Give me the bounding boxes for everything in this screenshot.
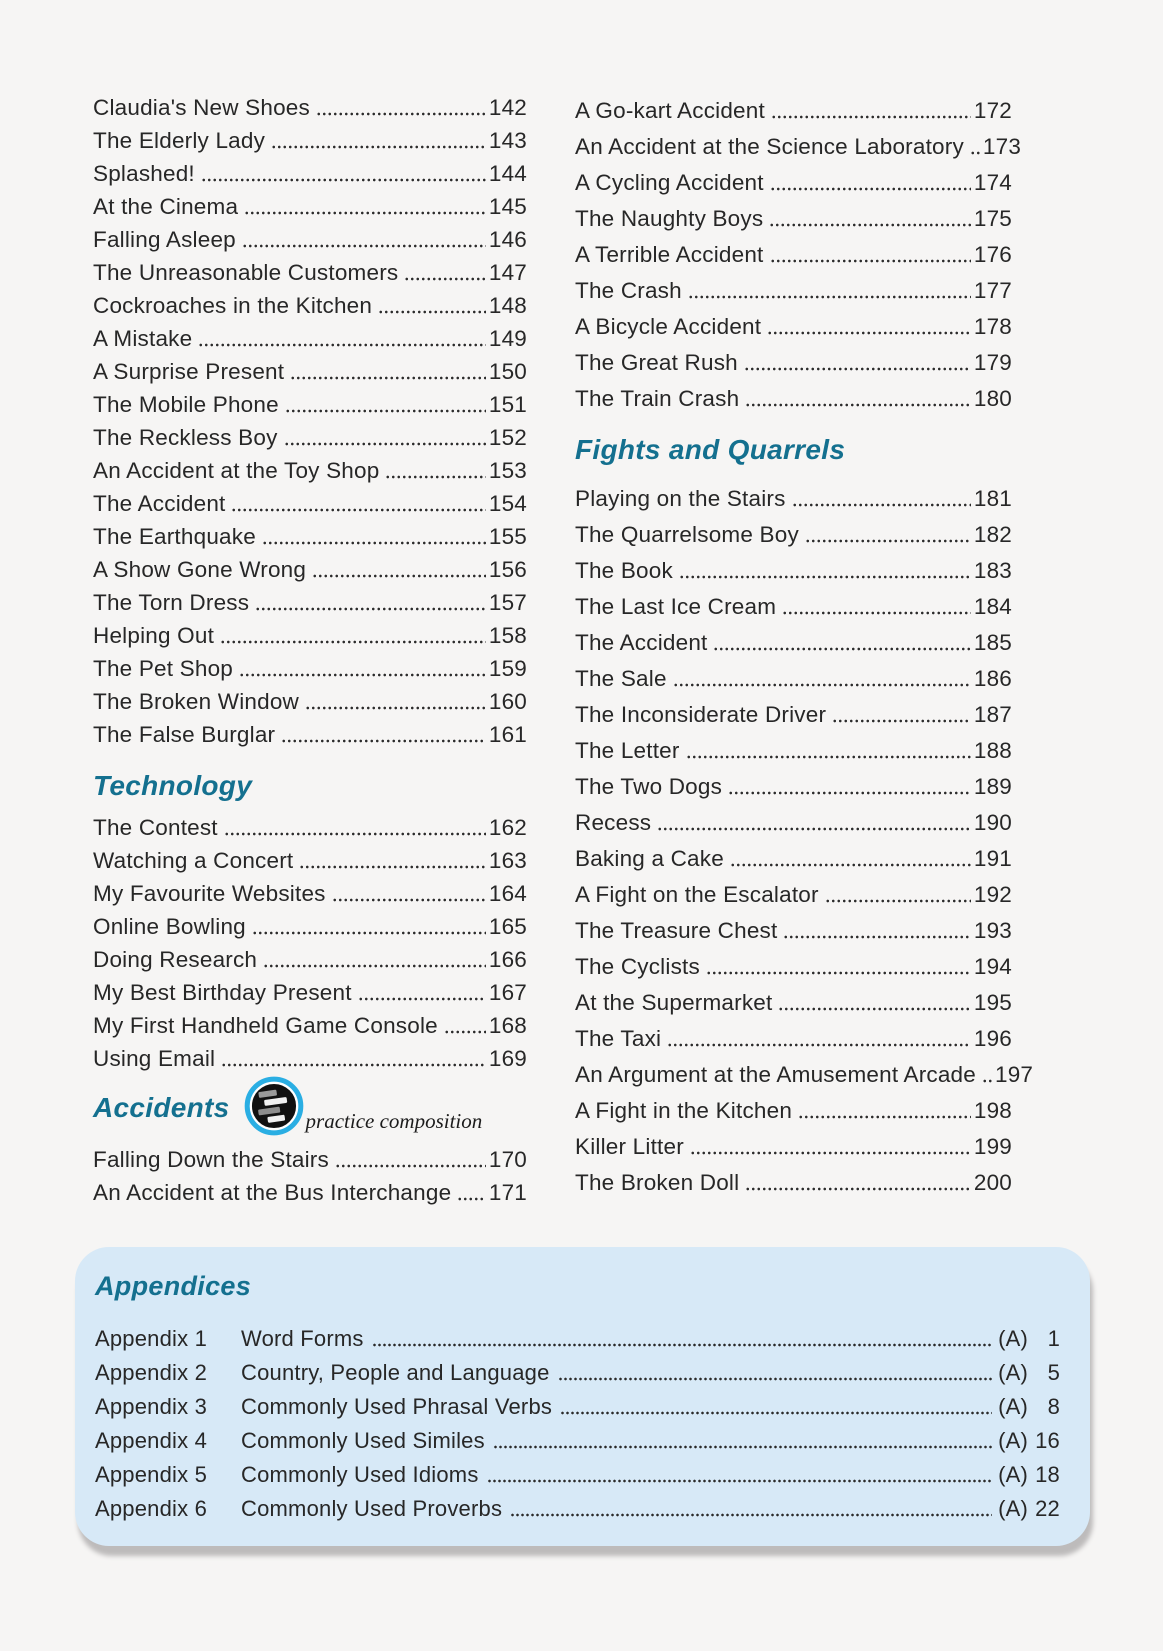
toc-entry (575, 728, 1012, 764)
entry-title: The Taxi (575, 1026, 662, 1051)
toc-entry (575, 124, 1022, 160)
entry-page-number: 148 (488, 293, 527, 318)
toc-entry (93, 874, 527, 907)
dot-leader (792, 503, 971, 507)
toc-entry (575, 476, 1012, 512)
entry-title: Falling Down the Stairs (93, 1147, 329, 1172)
entry-title: A Go-kart Accident (575, 98, 765, 123)
toc-entry (93, 973, 527, 1006)
dot-leader (825, 899, 971, 903)
entry-title: An Accident at the Toy Shop (93, 458, 380, 483)
toc-entry (93, 1006, 527, 1039)
entry-page-number: 184 (973, 594, 1012, 619)
dot-leader (558, 1377, 993, 1381)
entry-title: The Crash (575, 278, 682, 303)
appendix-page-number: 18 (1035, 1462, 1060, 1487)
toc-entry (93, 583, 527, 616)
toc-entry (575, 656, 1012, 692)
entry-title: A Show Gone Wrong (93, 557, 307, 582)
toc-entry (575, 872, 1012, 908)
entry-page-number: 173 (982, 134, 1022, 159)
appendix-page-number: 1 (1047, 1326, 1060, 1351)
dot-leader (457, 1197, 486, 1201)
section-heading-fights-and-quarrels (575, 428, 1012, 466)
toc-entry (575, 836, 1012, 872)
entry-title: The Quarrelsome Boy (575, 522, 799, 547)
dot-leader (686, 755, 971, 759)
entry-page-number: 162 (488, 815, 527, 840)
entry-title: At the Cinema (93, 194, 239, 219)
entry-page-number: 183 (973, 558, 1012, 583)
entry-page-number: 192 (973, 882, 1012, 907)
entry-title: Online Bowling (93, 914, 246, 939)
entry-title: Doing Research (93, 947, 258, 972)
appendix-page-prefix: (A) (998, 1326, 1028, 1351)
dot-leader (281, 739, 486, 743)
appendix-page-prefix: (A) (998, 1462, 1028, 1487)
dot-leader (770, 259, 971, 263)
entry-title: At the Supermarket (575, 990, 773, 1015)
entry-title: Killer Litter (575, 1134, 684, 1159)
dot-leader (745, 1187, 971, 1191)
dot-leader (335, 1164, 486, 1168)
dot-leader (745, 403, 971, 407)
appendix-page-number: 8 (1047, 1394, 1060, 1419)
entry-page-number: 156 (488, 557, 527, 582)
dot-leader (224, 832, 486, 836)
toc-entry (575, 692, 1012, 728)
entry-title: The Letter (575, 738, 680, 763)
entry-title: My Favourite Websites (93, 881, 326, 906)
practice-composition-badge-icon (244, 1076, 304, 1141)
toc-entry (575, 944, 1012, 980)
dot-leader (285, 409, 486, 413)
entry-page-number: 181 (973, 486, 1012, 511)
appendix-label: Appendix 4 (95, 1428, 208, 1453)
appendices-panel (75, 1247, 1090, 1546)
toc-columns (93, 88, 1045, 1206)
entry-title: The Accident (575, 630, 708, 655)
appendix-page-number: 5 (1047, 1360, 1060, 1385)
dot-leader (713, 647, 970, 651)
entry-title: The Broken Window (93, 689, 299, 714)
toc-entry (93, 286, 527, 319)
entry-page-number: 177 (973, 278, 1012, 303)
entry-title: A Mistake (93, 326, 193, 351)
entry-page-number: 163 (488, 848, 527, 873)
entry-page-number: 154 (488, 491, 527, 516)
entry-page-number: 143 (488, 128, 527, 153)
entry-page-number: 196 (973, 1026, 1012, 1051)
toc-entry (93, 907, 527, 940)
entry-page-number: 166 (488, 947, 527, 972)
toc-entry (93, 253, 527, 286)
dot-leader (271, 145, 486, 149)
dot-leader (252, 931, 486, 935)
entry-page-number: 179 (973, 350, 1012, 375)
entry-page-number: 180 (973, 386, 1012, 411)
entry-page-number: 172 (973, 98, 1012, 123)
toc-entry (575, 1016, 1012, 1052)
entry-page-number: 197 (994, 1062, 1034, 1087)
dot-leader (244, 211, 486, 215)
dot-leader (312, 574, 486, 578)
entry-title: The Great Rush (575, 350, 738, 375)
entry-title: The Book (575, 558, 673, 583)
entry-title: A Bicycle Accident (575, 314, 762, 339)
appendix-page-prefix: (A) (998, 1394, 1028, 1419)
dot-leader (805, 539, 971, 543)
toc-entry (93, 715, 527, 748)
dot-leader (657, 827, 971, 831)
entry-page-number: 200 (973, 1170, 1012, 1195)
entry-page-number: 151 (488, 392, 527, 417)
toc-entry (93, 940, 527, 973)
section-heading-label: Fights and Quarrels (575, 434, 846, 465)
entry-title: The Two Dogs (575, 774, 723, 799)
dot-leader (778, 1007, 970, 1011)
appendix-page-prefix: (A) (998, 1428, 1028, 1453)
entry-title: The Inconsiderate Driver (575, 702, 827, 727)
dot-leader (690, 1151, 971, 1155)
entry-title: The Earthquake (93, 524, 256, 549)
dot-leader (255, 607, 486, 611)
entry-title: The Accident (93, 491, 226, 516)
toc-entry (93, 418, 527, 451)
dot-leader (730, 863, 971, 867)
toc-entry (575, 584, 1012, 620)
entry-title: Cockroaches in the Kitchen (93, 293, 373, 318)
appendix-row (95, 1488, 1060, 1522)
toc-entry (93, 550, 527, 583)
entry-page-number: 182 (973, 522, 1012, 547)
toc-entry (93, 1173, 527, 1206)
dot-leader (358, 997, 486, 1001)
entry-page-number: 194 (973, 954, 1012, 979)
entry-page-number: 142 (488, 95, 527, 120)
toc-entry (93, 682, 527, 715)
dot-leader (242, 244, 486, 248)
toc-entry (93, 808, 527, 841)
toc-entry (575, 196, 1012, 232)
appendix-label: Appendix 6 (95, 1496, 208, 1521)
dot-leader (560, 1411, 992, 1415)
dot-leader (706, 971, 971, 975)
entry-title: The Train Crash (575, 386, 740, 411)
entry-title: The Pet Shop (93, 656, 233, 681)
entry-page-number: 146 (488, 227, 527, 252)
entry-title: Splashed! (93, 161, 195, 186)
toc-entry (93, 1140, 527, 1173)
entry-title: The Last Ice Cream (575, 594, 777, 619)
appendix-row (95, 1386, 1060, 1420)
appendix-row (95, 1318, 1060, 1352)
toc-entry (575, 376, 1012, 412)
toc-entry (575, 304, 1012, 340)
dot-leader (783, 935, 970, 939)
dot-leader (679, 575, 971, 579)
appendices-title: Appendices (95, 1271, 252, 1301)
dot-leader (404, 277, 486, 281)
entry-page-number: 190 (973, 810, 1012, 835)
toc-entry (575, 340, 1012, 376)
entry-page-number: 188 (973, 738, 1012, 763)
entry-page-number: 171 (488, 1180, 527, 1205)
dot-leader (493, 1445, 992, 1449)
toc-entry (93, 319, 527, 352)
dot-leader (385, 475, 485, 479)
toc-entry (93, 1039, 527, 1072)
toc-entry (93, 352, 527, 385)
toc-entry (575, 88, 1012, 124)
appendix-page-number: 16 (1035, 1428, 1060, 1453)
entry-title: The Mobile Phone (93, 392, 279, 417)
entry-title: The Contest (93, 815, 218, 840)
appendix-title: Word Forms (241, 1326, 364, 1351)
dot-leader (220, 640, 486, 644)
entry-page-number: 185 (973, 630, 1012, 655)
dot-leader (316, 112, 486, 116)
toc-entry (575, 160, 1012, 196)
entry-title: The False Burglar (93, 722, 276, 747)
toc-entry (93, 451, 527, 484)
entry-page-number: 168 (488, 1013, 527, 1038)
entry-title: Baking a Cake (575, 846, 724, 871)
dot-leader (239, 673, 486, 677)
entry-page-number: 198 (973, 1098, 1012, 1123)
toc-entry (93, 187, 527, 220)
toc-entry (93, 616, 527, 649)
entry-page-number: 157 (488, 590, 527, 615)
entry-title: The Broken Doll (575, 1170, 740, 1195)
appendix-title: Commonly Used Idioms (241, 1462, 479, 1487)
toc-entry (93, 484, 527, 517)
entry-title: Claudia's New Shoes (93, 95, 310, 120)
toc-entry (93, 121, 527, 154)
entry-page-number: 174 (973, 170, 1012, 195)
entry-page-number: 186 (973, 666, 1012, 691)
dot-leader (299, 865, 486, 869)
dot-leader (378, 310, 486, 314)
entry-page-number: 170 (488, 1147, 527, 1172)
appendix-title: Commonly Used Similes (241, 1428, 485, 1453)
dot-leader (728, 791, 971, 795)
dot-leader (487, 1479, 993, 1483)
entry-title: The Sale (575, 666, 667, 691)
entry-title: A Fight on the Escalator (575, 882, 819, 907)
appendices-rows (95, 1318, 1060, 1522)
toc-entry (575, 512, 1012, 548)
entry-page-number: 167 (488, 980, 527, 1005)
entry-page-number: 187 (973, 702, 1012, 727)
appendix-label: Appendix 3 (95, 1394, 208, 1419)
appendix-row (95, 1454, 1060, 1488)
dot-leader (832, 719, 971, 723)
entry-page-number: 160 (488, 689, 527, 714)
toc-entry (93, 649, 527, 682)
dot-leader (770, 187, 971, 191)
appendix-page-prefix: (A) (998, 1496, 1028, 1521)
entry-page-number: 175 (973, 206, 1012, 231)
entry-title: A Terrible Accident (575, 242, 764, 267)
practice-composition-note: practice composition (305, 1109, 483, 1133)
toc-column-left (93, 88, 527, 1206)
entry-title: The Reckless Boy (93, 425, 278, 450)
toc-entry (575, 1124, 1012, 1160)
dot-leader (332, 898, 486, 902)
entry-title: The Torn Dress (93, 590, 250, 615)
dot-leader (798, 1115, 971, 1119)
dot-leader (767, 331, 971, 335)
entry-page-number: 147 (488, 260, 527, 285)
appendix-label: Appendix 5 (95, 1462, 208, 1487)
section-heading-accidents (93, 1076, 527, 1140)
toc-entry (575, 764, 1012, 800)
entry-page-number: 152 (488, 425, 527, 450)
entry-page-number: 153 (488, 458, 527, 483)
entry-title: My Best Birthday Present (93, 980, 352, 1005)
entry-title: An Accident at the Science Laboratory (575, 134, 964, 159)
entry-title: The Unreasonable Customers (93, 260, 399, 285)
appendix-row (95, 1352, 1060, 1386)
entry-page-number: 193 (973, 918, 1012, 943)
toc-entry (93, 385, 527, 418)
appendix-page-number: 22 (1035, 1496, 1060, 1521)
entry-page-number: 145 (488, 194, 527, 219)
toc-entry (575, 1088, 1012, 1124)
entry-page-number: 169 (488, 1046, 527, 1071)
section-heading-label: Technology (93, 770, 253, 801)
dot-leader (263, 964, 486, 968)
entry-page-number: 195 (973, 990, 1012, 1015)
dot-leader (284, 442, 486, 446)
dot-leader (970, 151, 980, 155)
entry-page-number: 191 (973, 846, 1012, 871)
entry-title: The Elderly Lady (93, 128, 266, 153)
dot-leader (231, 508, 485, 512)
entry-page-number: 150 (488, 359, 527, 384)
toc-entry (575, 268, 1012, 304)
dot-leader (444, 1030, 486, 1034)
entry-title: Falling Asleep (93, 227, 236, 252)
entry-title: Helping Out (93, 623, 215, 648)
entry-page-number: 165 (488, 914, 527, 939)
entry-page-number: 144 (488, 161, 527, 186)
dot-leader (771, 115, 971, 119)
appendix-title: Commonly Used Phrasal Verbs (241, 1394, 553, 1419)
toc-entry (93, 517, 527, 550)
appendix-page-prefix: (A) (998, 1360, 1028, 1385)
entry-title: Playing on the Stairs (575, 486, 786, 511)
toc-entry (93, 88, 527, 121)
dot-leader (982, 1079, 992, 1083)
toc-entry (93, 154, 527, 187)
toc-column-right (575, 88, 1034, 1206)
entry-page-number: 164 (488, 881, 527, 906)
entry-title: Using Email (93, 1046, 216, 1071)
entry-title: A Fight in the Kitchen (575, 1098, 793, 1123)
dot-leader (673, 683, 971, 687)
entry-page-number: 161 (488, 722, 527, 747)
dot-leader (262, 541, 486, 545)
entry-title: The Treasure Chest (575, 918, 778, 943)
entry-title: A Surprise Present (93, 359, 285, 384)
section-heading-label: Accidents (93, 1092, 230, 1123)
dot-leader (201, 178, 486, 182)
toc-entry (575, 232, 1012, 268)
appendix-row (95, 1420, 1060, 1454)
dot-leader (769, 223, 971, 227)
appendix-title: Commonly Used Proverbs (241, 1496, 503, 1521)
entry-page-number: 158 (488, 623, 527, 648)
toc-entry (575, 980, 1012, 1016)
entry-page-number: 149 (488, 326, 527, 351)
entry-page-number: 189 (973, 774, 1012, 799)
appendix-title: Country, People and Language (241, 1360, 550, 1385)
toc-entry (575, 1160, 1012, 1196)
entry-page-number: 176 (973, 242, 1012, 267)
entry-title: An Argument at the Amusement Arcade (575, 1062, 976, 1087)
entry-page-number: 199 (973, 1134, 1012, 1159)
section-heading-technology (93, 764, 527, 802)
toc-entry (575, 1052, 1034, 1088)
entry-title: My First Handheld Game Console (93, 1013, 438, 1038)
dot-leader (667, 1043, 971, 1047)
entry-title: Recess (575, 810, 652, 835)
entry-page-number: 159 (488, 656, 527, 681)
dot-leader (688, 295, 971, 299)
dot-leader (198, 343, 486, 347)
appendix-label: Appendix 1 (95, 1326, 208, 1351)
entry-title: The Naughty Boys (575, 206, 764, 231)
entry-title: A Cycling Accident (575, 170, 764, 195)
dot-leader (372, 1343, 992, 1347)
toc-entry (575, 800, 1012, 836)
entry-title: The Cyclists (575, 954, 700, 979)
appendix-label: Appendix 2 (95, 1360, 208, 1385)
toc-entry (93, 841, 527, 874)
toc-entry (575, 908, 1012, 944)
dot-leader (290, 376, 486, 380)
entry-page-number: 178 (973, 314, 1012, 339)
dot-leader (782, 611, 971, 615)
toc-entry (93, 220, 527, 253)
entry-page-number: 155 (488, 524, 527, 549)
toc-entry (575, 548, 1012, 584)
entry-title: An Accident at the Bus Interchange (93, 1180, 452, 1205)
dot-leader (510, 1513, 992, 1517)
dot-leader (305, 706, 486, 710)
dot-leader (221, 1063, 486, 1067)
toc-entry (575, 620, 1012, 656)
entry-title: Watching a Concert (93, 848, 294, 873)
dot-leader (744, 367, 971, 371)
